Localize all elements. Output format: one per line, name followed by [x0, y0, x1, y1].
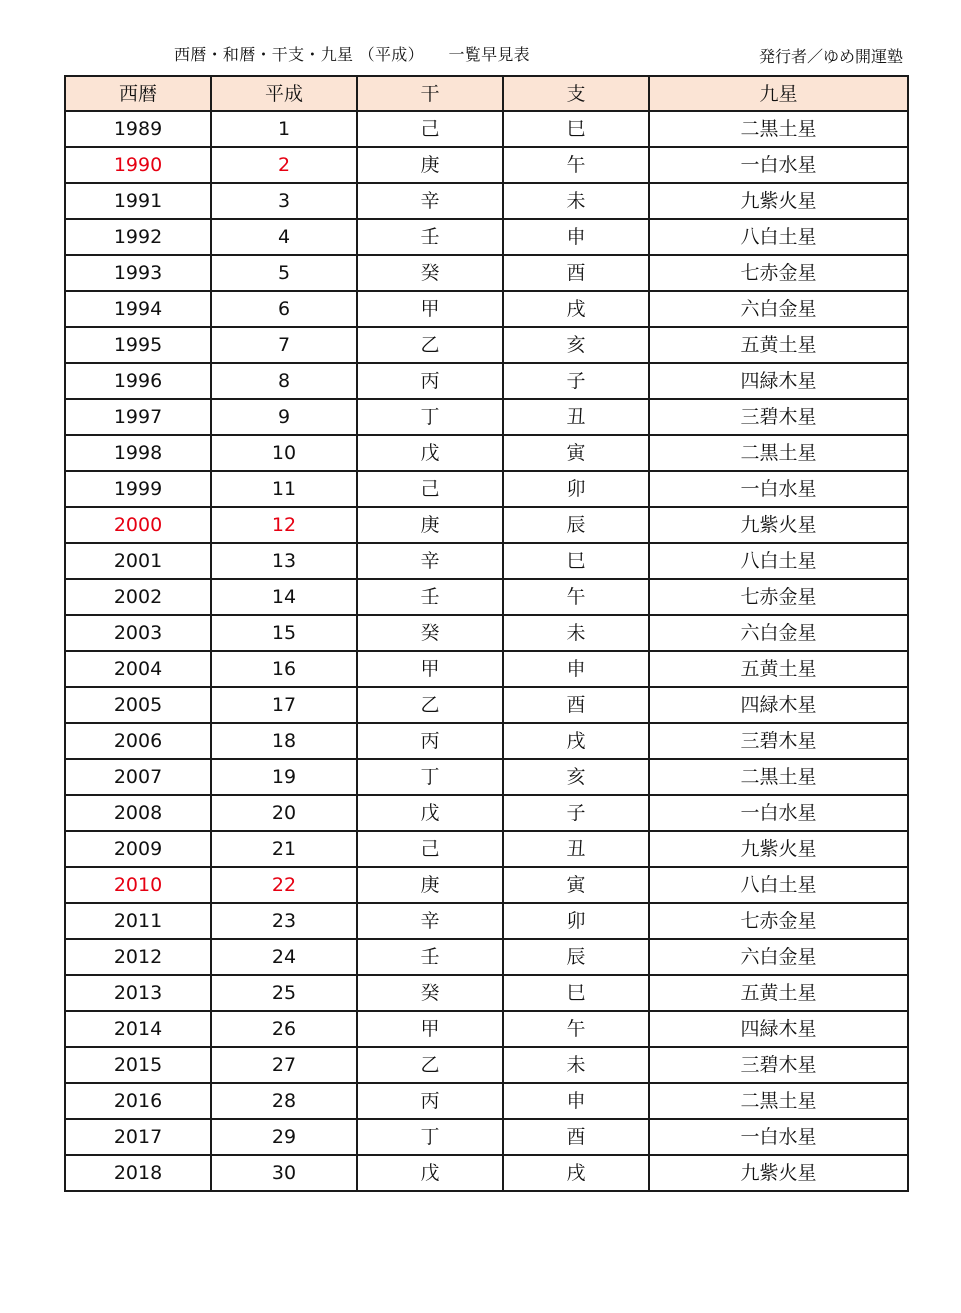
cell-shi: 巳: [503, 111, 649, 147]
cell-seireki: 1992: [65, 219, 211, 255]
cell-shi: 申: [503, 219, 649, 255]
column-header-heisei: 平成: [211, 76, 357, 111]
cell-heisei: 26: [211, 1011, 357, 1047]
cell-seireki: 2003: [65, 615, 211, 651]
cell-kan: 壬: [357, 219, 503, 255]
table-row: [65, 363, 908, 399]
cell-kyusei: 三碧木星: [649, 1047, 908, 1083]
cell-kan: 丁: [357, 399, 503, 435]
cell-seireki: 1991: [65, 183, 211, 219]
cell-heisei: 27: [211, 1047, 357, 1083]
cell-kan: 癸: [357, 255, 503, 291]
cell-heisei: 7: [211, 327, 357, 363]
cell-kyusei: 九紫火星: [649, 507, 908, 543]
cell-shi: 卯: [503, 471, 649, 507]
cell-shi: 巳: [503, 543, 649, 579]
table-row: [65, 1047, 908, 1083]
cell-kan: 庚: [357, 867, 503, 903]
cell-shi: 子: [503, 363, 649, 399]
cell-seireki: 2017: [65, 1119, 211, 1155]
cell-seireki: 2001: [65, 543, 211, 579]
table-row: [65, 975, 908, 1011]
cell-heisei: 14: [211, 579, 357, 615]
cell-seireki: 2015: [65, 1047, 211, 1083]
cell-kyusei: 四緑木星: [649, 1011, 908, 1047]
table-row: [65, 1011, 908, 1047]
cell-seireki: 2018: [65, 1155, 211, 1191]
cell-kan: 甲: [357, 1011, 503, 1047]
cell-shi: 戌: [503, 723, 649, 759]
table-row: [65, 615, 908, 651]
cell-seireki: 1993: [65, 255, 211, 291]
table-row: [65, 651, 908, 687]
cell-kan: 乙: [357, 687, 503, 723]
cell-shi: 酉: [503, 687, 649, 723]
table-row: [65, 1119, 908, 1155]
column-header-shi: 支: [503, 76, 649, 111]
cell-heisei: 5: [211, 255, 357, 291]
cell-kyusei: 二黒土星: [649, 1083, 908, 1119]
cell-seireki: 2006: [65, 723, 211, 759]
cell-kan: 乙: [357, 327, 503, 363]
cell-heisei: 9: [211, 399, 357, 435]
cell-heisei: 4: [211, 219, 357, 255]
cell-kan: 己: [357, 111, 503, 147]
cell-shi: 申: [503, 1083, 649, 1119]
cell-heisei: 17: [211, 687, 357, 723]
cell-kan: 辛: [357, 183, 503, 219]
table-row: [65, 1155, 908, 1191]
cell-heisei: 19: [211, 759, 357, 795]
cell-kyusei: 五黄土星: [649, 975, 908, 1011]
cell-shi: 午: [503, 1011, 649, 1047]
cell-kyusei: 五黄土星: [649, 651, 908, 687]
cell-shi: 未: [503, 1047, 649, 1083]
cell-kyusei: 五黄土星: [649, 327, 908, 363]
cell-kyusei: 四緑木星: [649, 363, 908, 399]
cell-kan: 庚: [357, 147, 503, 183]
cell-kyusei: 八白土星: [649, 867, 908, 903]
cell-seireki: 2004: [65, 651, 211, 687]
cell-kan: 癸: [357, 975, 503, 1011]
cell-heisei: 21: [211, 831, 357, 867]
table-row: [65, 795, 908, 831]
cell-kyusei: 四緑木星: [649, 687, 908, 723]
table-row: [65, 471, 908, 507]
cell-shi: 亥: [503, 759, 649, 795]
cell-kyusei: 八白土星: [649, 219, 908, 255]
cell-shi: 丑: [503, 399, 649, 435]
cell-kyusei: 一白水星: [649, 147, 908, 183]
cell-kan: 戊: [357, 795, 503, 831]
cell-kyusei: 一白水星: [649, 471, 908, 507]
cell-seireki: 1998: [65, 435, 211, 471]
cell-seireki: 2008: [65, 795, 211, 831]
cell-kan: 丙: [357, 723, 503, 759]
column-header-seireki: 西暦: [65, 76, 211, 111]
cell-kyusei: 三碧木星: [649, 399, 908, 435]
table-row: [65, 579, 908, 615]
cell-kyusei: 三碧木星: [649, 723, 908, 759]
table-row: [65, 147, 908, 183]
cell-heisei: 28: [211, 1083, 357, 1119]
cell-kyusei: 二黒土星: [649, 759, 908, 795]
cell-kan: 戊: [357, 435, 503, 471]
cell-shi: 戌: [503, 291, 649, 327]
cell-kyusei: 九紫火星: [649, 831, 908, 867]
page-title: 西暦・和暦・干支・九星 （平成） 一覧早見表: [174, 45, 530, 64]
cell-shi: 未: [503, 183, 649, 219]
cell-kan: 壬: [357, 579, 503, 615]
table-row: [65, 399, 908, 435]
cell-heisei: 12: [211, 507, 357, 543]
cell-kan: 壬: [357, 939, 503, 975]
cell-heisei: 3: [211, 183, 357, 219]
table-row: [65, 759, 908, 795]
cell-seireki: 1997: [65, 399, 211, 435]
cell-heisei: 11: [211, 471, 357, 507]
table-row: [65, 507, 908, 543]
table-row: [65, 111, 908, 147]
cell-kan: 癸: [357, 615, 503, 651]
cell-kyusei: 七赤金星: [649, 255, 908, 291]
cell-shi: 丑: [503, 831, 649, 867]
table-row: [65, 723, 908, 759]
cell-heisei: 18: [211, 723, 357, 759]
table-row: [65, 867, 908, 903]
cell-kyusei: 七赤金星: [649, 579, 908, 615]
table-row: [65, 1083, 908, 1119]
cell-seireki: 2007: [65, 759, 211, 795]
cell-kan: 戊: [357, 1155, 503, 1191]
column-header-kyusei: 九星: [649, 76, 908, 111]
cell-kan: 丙: [357, 363, 503, 399]
cell-kyusei: 二黒土星: [649, 111, 908, 147]
cell-heisei: 30: [211, 1155, 357, 1191]
cell-seireki: 1990: [65, 147, 211, 183]
cell-seireki: 1989: [65, 111, 211, 147]
cell-heisei: 2: [211, 147, 357, 183]
cell-heisei: 10: [211, 435, 357, 471]
cell-seireki: 2009: [65, 831, 211, 867]
table-row: [65, 435, 908, 471]
cell-heisei: 24: [211, 939, 357, 975]
cell-shi: 午: [503, 147, 649, 183]
cell-shi: 辰: [503, 507, 649, 543]
cell-kyusei: 八白土星: [649, 543, 908, 579]
cell-heisei: 16: [211, 651, 357, 687]
table-row: [65, 687, 908, 723]
cell-shi: 戌: [503, 1155, 649, 1191]
cell-kan: 乙: [357, 1047, 503, 1083]
cell-seireki: 2011: [65, 903, 211, 939]
cell-seireki: 2016: [65, 1083, 211, 1119]
cell-kyusei: 六白金星: [649, 939, 908, 975]
cell-shi: 卯: [503, 903, 649, 939]
table-row: [65, 255, 908, 291]
cell-kan: 丁: [357, 759, 503, 795]
table-row: [65, 903, 908, 939]
cell-seireki: 2010: [65, 867, 211, 903]
cell-shi: 酉: [503, 1119, 649, 1155]
cell-heisei: 22: [211, 867, 357, 903]
table-row: [65, 291, 908, 327]
cell-shi: 酉: [503, 255, 649, 291]
cell-kan: 庚: [357, 507, 503, 543]
cell-heisei: 20: [211, 795, 357, 831]
publisher-label: 発行者／ゆめ開運塾: [758, 47, 903, 66]
cell-seireki: 2002: [65, 579, 211, 615]
cell-seireki: 2012: [65, 939, 211, 975]
table-header-row: [65, 76, 908, 111]
cell-kan: 辛: [357, 903, 503, 939]
cell-shi: 辰: [503, 939, 649, 975]
table-row: [65, 831, 908, 867]
cell-heisei: 15: [211, 615, 357, 651]
cell-kan: 甲: [357, 651, 503, 687]
column-header-kan: 干: [357, 76, 503, 111]
cell-shi: 亥: [503, 327, 649, 363]
cell-shi: 午: [503, 579, 649, 615]
table-row: [65, 327, 908, 363]
kyusei-chart-table: [64, 75, 909, 1192]
cell-heisei: 6: [211, 291, 357, 327]
cell-kyusei: 九紫火星: [649, 1155, 908, 1191]
cell-seireki: 1996: [65, 363, 211, 399]
cell-shi: 子: [503, 795, 649, 831]
cell-seireki: 2013: [65, 975, 211, 1011]
cell-shi: 申: [503, 651, 649, 687]
cell-shi: 寅: [503, 867, 649, 903]
cell-seireki: 1999: [65, 471, 211, 507]
cell-kyusei: 六白金星: [649, 615, 908, 651]
cell-seireki: 2005: [65, 687, 211, 723]
cell-heisei: 23: [211, 903, 357, 939]
cell-kan: 己: [357, 831, 503, 867]
cell-heisei: 1: [211, 111, 357, 147]
cell-kan: 丁: [357, 1119, 503, 1155]
cell-seireki: 2000: [65, 507, 211, 543]
cell-seireki: 1994: [65, 291, 211, 327]
cell-kyusei: 一白水星: [649, 1119, 908, 1155]
cell-kan: 辛: [357, 543, 503, 579]
cell-kan: 己: [357, 471, 503, 507]
cell-shi: 寅: [503, 435, 649, 471]
table-body: [65, 111, 908, 1191]
cell-shi: 未: [503, 615, 649, 651]
cell-heisei: 8: [211, 363, 357, 399]
table-row: [65, 543, 908, 579]
cell-kyusei: 一白水星: [649, 795, 908, 831]
cell-kyusei: 二黒土星: [649, 435, 908, 471]
cell-kan: 丙: [357, 1083, 503, 1119]
cell-seireki: 2014: [65, 1011, 211, 1047]
cell-heisei: 29: [211, 1119, 357, 1155]
cell-seireki: 1995: [65, 327, 211, 363]
table-row: [65, 219, 908, 255]
table-row: [65, 183, 908, 219]
cell-kyusei: 六白金星: [649, 291, 908, 327]
cell-heisei: 13: [211, 543, 357, 579]
cell-shi: 巳: [503, 975, 649, 1011]
cell-kyusei: 七赤金星: [649, 903, 908, 939]
cell-kan: 甲: [357, 291, 503, 327]
cell-kyusei: 九紫火星: [649, 183, 908, 219]
table-row: [65, 939, 908, 975]
cell-heisei: 25: [211, 975, 357, 1011]
